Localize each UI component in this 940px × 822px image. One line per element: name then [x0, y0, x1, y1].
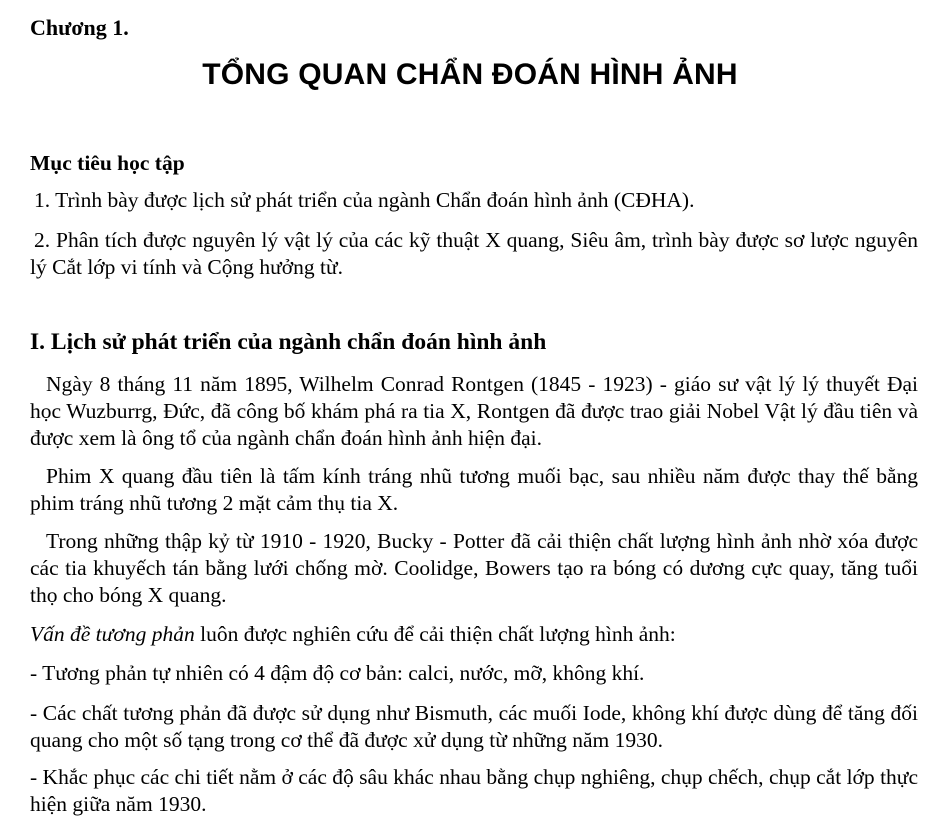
paragraph-rontgen: Ngày 8 tháng 11 năm 1895, Wilhelm Conrad Rontgen (1845 - 1923) - giáo sư vật lý lý thuyết Đại học Wuzburrg, Đức, đã công bố khám phá ra tia X, Rontgen đã được trao giải Nobel Vật lý đầu tiên và được xem là ông tổ của ngành chẩn đoán hình ảnh hiện đại. [30, 372, 918, 450]
paragraph-first-film: Phim X quang đầu tiên là tấm kính tráng nhũ tương muối bạc, sau nhiều năm được thay thế bằng phim tráng nhũ tương 2 mặt cảm thụ tia X. [30, 464, 918, 515]
objective-item-2: 2. Phân tích được nguyên lý vật lý của các kỹ thuật X quang, Siêu âm, trình bày được sơ lược nguyên lý Cắt lớp vi tính và Cộng hưởng từ. [30, 228, 918, 279]
chapter-title: TỔNG QUAN CHẨN ĐOÁN HÌNH ẢNH [202, 58, 738, 91]
bullet-tomography: - Khắc phục các chi tiết nằm ở các độ sâu khác nhau bằng chụp nghiêng, chụp chếch, chụp cắt lớp thực hiện giữa năm 1930. [30, 765, 918, 816]
paragraph-bucky-potter: Trong những thập kỷ từ 1910 - 1920, Bucky - Potter đã cải thiện chất lượng hình ảnh nhờ xóa được các tia khuyếch tán bằng lưới chống mờ. Coolidge, Bowers tạo ra bóng có dương cực quay, tăng tuổi thọ cho bóng X quang. [30, 529, 918, 607]
contrast-intro-rest: luôn được nghiên cứu để cải thiện chất lượng hình ảnh: [194, 622, 676, 646]
section-heading: I. Lịch sử phát triển của ngành chẩn đoán hình ảnh [30, 329, 547, 355]
contrast-intro-italic: Vấn đề tương phản [30, 622, 195, 646]
objectives-heading: Mục tiêu học tập [30, 151, 185, 175]
contrast-intro [30, 621, 918, 648]
chapter-label: Chương 1. [30, 15, 129, 40]
bullet-contrast-agents: - Các chất tương phản đã được sử dụng như Bismuth, các muối Iode, không khí được dùng để tăng đối quang cho một số tạng trong cơ thể đã được xử dụng từ những năm 1930. [30, 701, 918, 752]
bullet-natural-contrast: - Tương phản tự nhiên có 4 đậm độ cơ bản: calci, nước, mỡ, không khí. [30, 661, 645, 685]
objective-item-1: 1. Trình bày được lịch sử phát triển của ngành Chẩn đoán hình ảnh (CĐHA). [34, 188, 695, 212]
